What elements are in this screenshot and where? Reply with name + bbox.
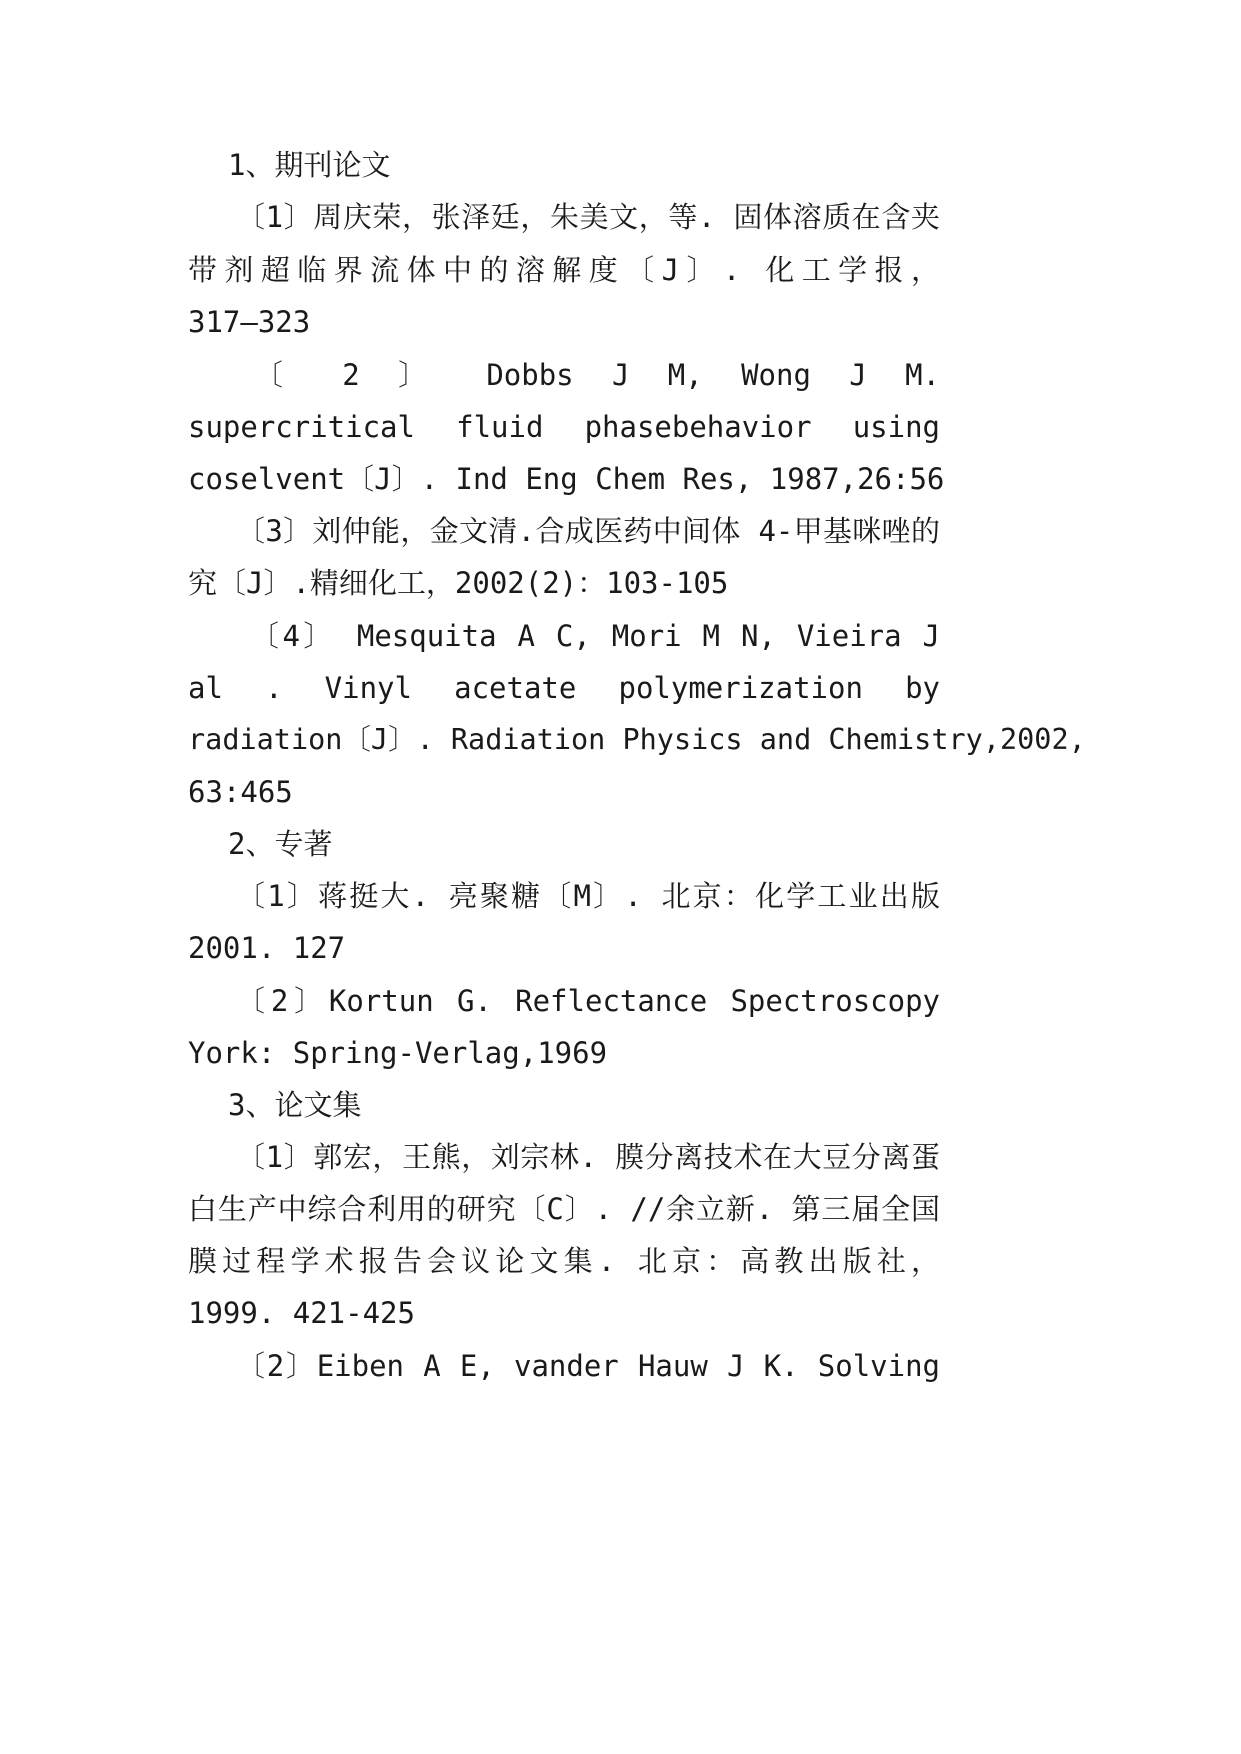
reference-line: 〔3〕刘仲能，金文清.合成医药中间体 4-甲基咪唑的 <box>236 514 940 548</box>
reference-line: 317—323 <box>188 305 311 339</box>
reference-line: 1999. 421-425 <box>188 1296 415 1330</box>
section-heading: 2、专著 <box>228 827 333 861</box>
reference-line: 〔1〕周庆荣，张泽廷，朱美文，等. 固体溶质在含夹 <box>236 200 940 234</box>
reference-line: radiation〔J〕. Radiation Physics and Chemistry,2002, <box>188 723 1086 756</box>
reference-line: 63:465 <box>188 775 293 809</box>
reference-line: 白生产中综合利用的研究〔C〕. //余立新. 第三届全国 <box>188 1192 940 1226</box>
section-heading: 3、论文集 <box>228 1088 362 1122</box>
reference-line: 〔1〕郭宏，王熊，刘宗林. 膜分离技术在大豆分离蛋 <box>236 1140 940 1174</box>
reference-line: York: Spring-Verlag,1969 <box>188 1036 608 1070</box>
reference-line: supercritical fluid phasebehavior using <box>188 410 940 444</box>
section-heading: 1、期刊论文 <box>228 148 391 182</box>
reference-line: 究〔J〕.精细化工，2002(2)：103-105 <box>188 566 729 600</box>
reference-line: 〔2〕Eiben A E, vander Hauw J K. Solving <box>236 1349 940 1383</box>
reference-line: 带剂超临界流体中的溶解度〔J〕. 化工学报， <box>188 253 940 287</box>
reference-line: coselvent〔J〕. Ind Eng Chem Res, 1987,26:56 <box>188 462 945 496</box>
reference-line: 膜过程学术报告会议论文集. 北京：高教出版社， <box>188 1244 940 1278</box>
reference-line: 2001. 127 <box>188 931 346 965</box>
reference-line: al . Vinyl acetate polymerization by <box>188 671 940 705</box>
reference-line: 〔 2 〕 Dobbs J M, Wong J M. <box>254 358 940 392</box>
reference-line: 〔1〕蒋挺大. 亮聚糖〔M〕. 北京：化学工业出版 <box>236 879 940 913</box>
reference-line: 〔2〕Kortun G. Reflectance Spectroscopy <box>236 984 940 1018</box>
reference-line: 〔4〕 Mesquita A C, Mori M N, Vieira J <box>250 619 940 653</box>
